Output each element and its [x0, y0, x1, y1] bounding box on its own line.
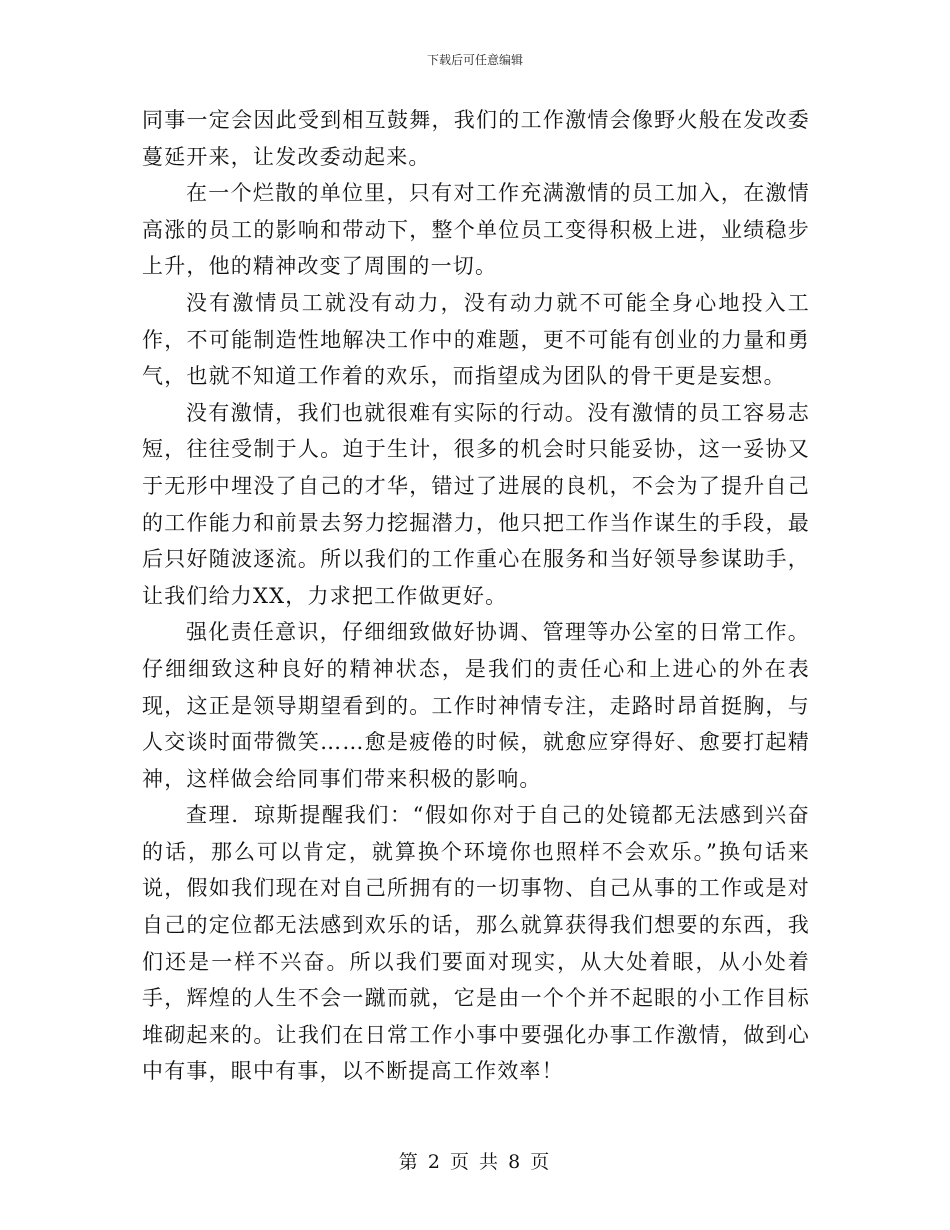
paragraph: 查理．琼斯提醒我们：“假如你对于自己的处镜都无法感到兴奋的话，那么可以肯定，就算换个环境你也照样不会欢乐。”换句话来说，假如我们现在对自己所拥有的一切事物、自己从事的工作或是对自己的定位都无法感到欢乐的话，那么就算获得我们想要的东西，我们还是一样不兴奋。所以我们要面对现实，从大处着眼，从小处着手，辉煌的人生不会一蹴而就，它是由一个个并不起眼的小工作目标堆砌起来的。让我们在日常工作小事中要强化办事工作激情，做到心中有事，眼中有事，以不断提高工作效率！	[142, 803, 810, 1084]
page-footer	[0, 1150, 950, 1174]
paragraph: 没有激情，我们也就很难有实际的行动。没有激情的员工容易志短，往往受制于人。迫于生计，很多的机会时只能妥协，这一妥协又于无形中埋没了自己的才华，错过了进展的良机，不会为了提升自己的工作能力和前景去努力挖掘潜力，他只把工作当作谋生的手段，最后只好随波逐流。所以我们的工作重心在服务和当好领导参谋助手，让我们给力XX，力求把工作做更好。	[142, 400, 810, 608]
total-page-count: 8	[508, 1151, 523, 1173]
footer-total-word: 共	[479, 1151, 501, 1173]
current-page-number: 2	[427, 1151, 442, 1173]
paragraph: 没有激情员工就没有动力，没有动力就不可能全身心地投入工作，不可能制造性地解决工作中的难题，更不可能有创业的力量和勇气，也就不知道工作着的欢乐，而指望成为团队的骨干更是妄想。	[142, 290, 810, 389]
page-header: 下载后可任意编辑	[426, 53, 523, 67]
paragraph-continuation: 同事一定会因此受到相互鼓舞，我们的工作激情会像野火般在发改委蔓延开来，让发改委动起来。	[142, 108, 810, 169]
footer-suffix: 页	[530, 1151, 552, 1173]
footer-prefix: 第	[398, 1151, 420, 1173]
paragraph: 强化责任意识，仔细细致做好协调、管理等办公室的日常工作。仔细细致这种良好的精神状态，是我们的责任心和上进心的外在表现，这正是领导期望看到的。工作时神情专注，走路时昂首挺胸，与人交谈时面带微笑……愈是疲倦的时候，就愈应穿得好、愈要打起精神，这样做会给同事们带来积极的影响。	[142, 620, 810, 791]
document-body	[142, 102, 810, 1090]
paragraph: 在一个烂散的单位里，只有对工作充满激情的员工加入，在激情高涨的员工的影响和带动下，整个单位员工变得积极上进，业绩稳步上升，他的精神改变了周围的一切。	[142, 181, 810, 279]
footer-page-word: 页	[449, 1151, 471, 1173]
